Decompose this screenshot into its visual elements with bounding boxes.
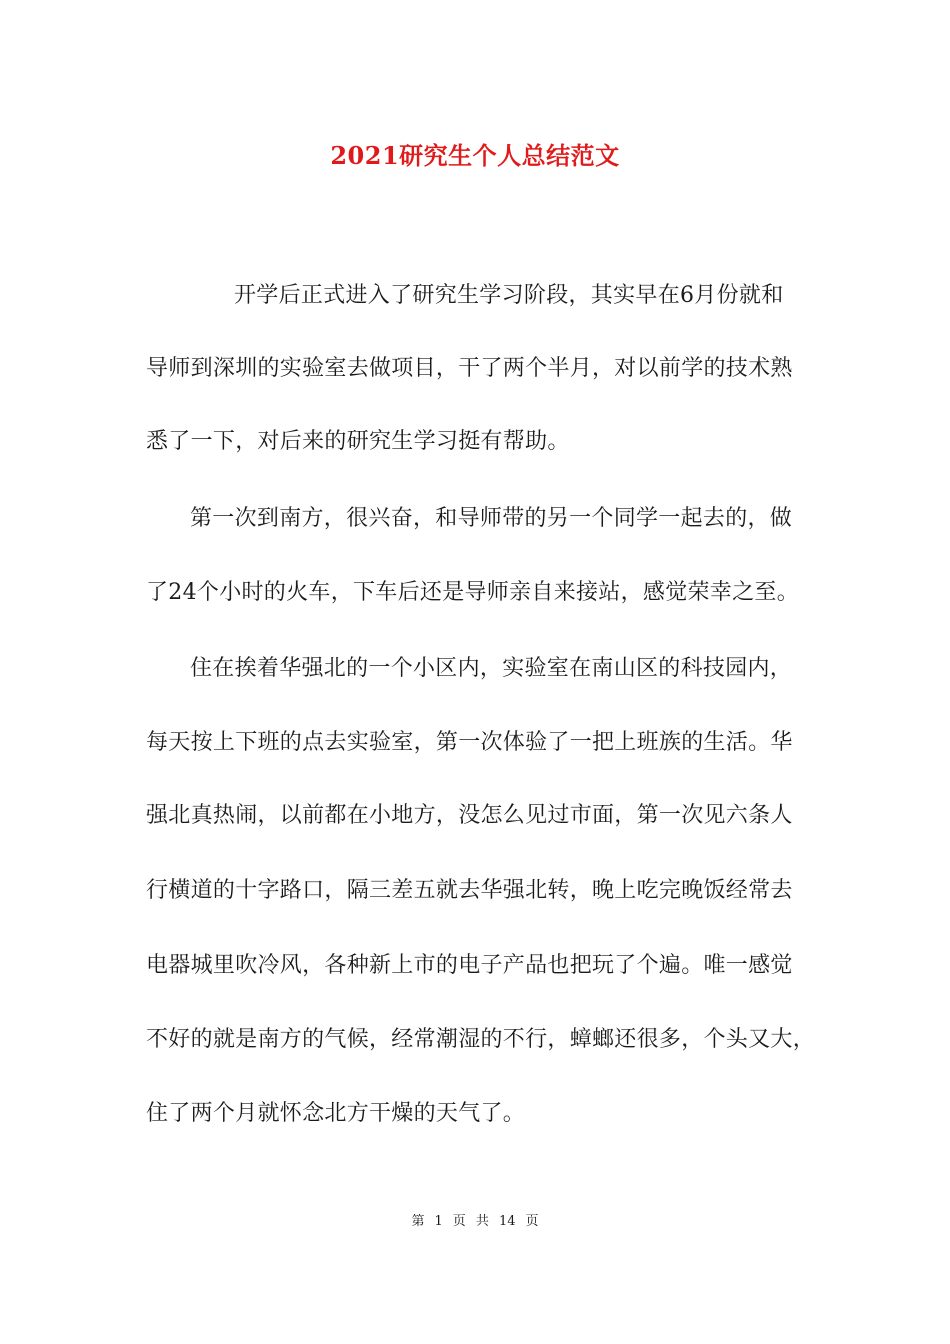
document-title: 2021研究生个人总结范文: [330, 141, 620, 170]
paragraph-line: 强北真热闹，以前都在小地方，没怎么见过市面，第一次见六条人: [146, 803, 793, 828]
paragraph-line: 行横道的十字路口，隔三差五就去华强北转，晚上吃完晚饭经常去: [146, 878, 793, 903]
paragraph-line: 住在挨着华强北的一个小区内，实验室在南山区的科技园内，: [190, 656, 793, 681]
paragraph-line: 住了两个月就怀念北方干燥的天气了。: [146, 1101, 526, 1126]
paragraph-line: 悉了一下，对后来的研究生学习挺有帮助。: [146, 429, 570, 454]
footer-page-number: 1: [434, 1214, 443, 1229]
footer-total-pages: 14: [498, 1214, 516, 1229]
footer-prefix: 第: [411, 1214, 425, 1229]
paragraph-line: 电器城里吹冷风，各种新上市的电子产品也把玩了个遍。唯一感觉: [146, 953, 793, 978]
footer-mid: 页 共: [452, 1214, 489, 1229]
footer-suffix: 页: [525, 1214, 539, 1229]
paragraph-line: 了24个小时的火车，下车后还是导师亲自来接站，感觉荣幸之至。: [146, 580, 799, 605]
paragraph-line: 不好的就是南方的气候，经常潮湿的不行，蟑螂还很多，个头又大，: [146, 1027, 816, 1052]
paragraph-line: 第一次到南方，很兴奋，和导师带的另一个同学一起去的，做: [190, 506, 793, 531]
paragraph-line: 每天按上下班的点去实验室，第一次体验了一把上班族的生活。华: [146, 730, 793, 755]
page-footer: [0, 1210, 950, 1229]
paragraph-line: 导师到深圳的实验室去做项目，干了两个半月，对以前学的技术熟: [146, 356, 793, 381]
paragraph-line: 开学后正式进入了研究生学习阶段，其实早在6月份就和: [234, 283, 784, 308]
